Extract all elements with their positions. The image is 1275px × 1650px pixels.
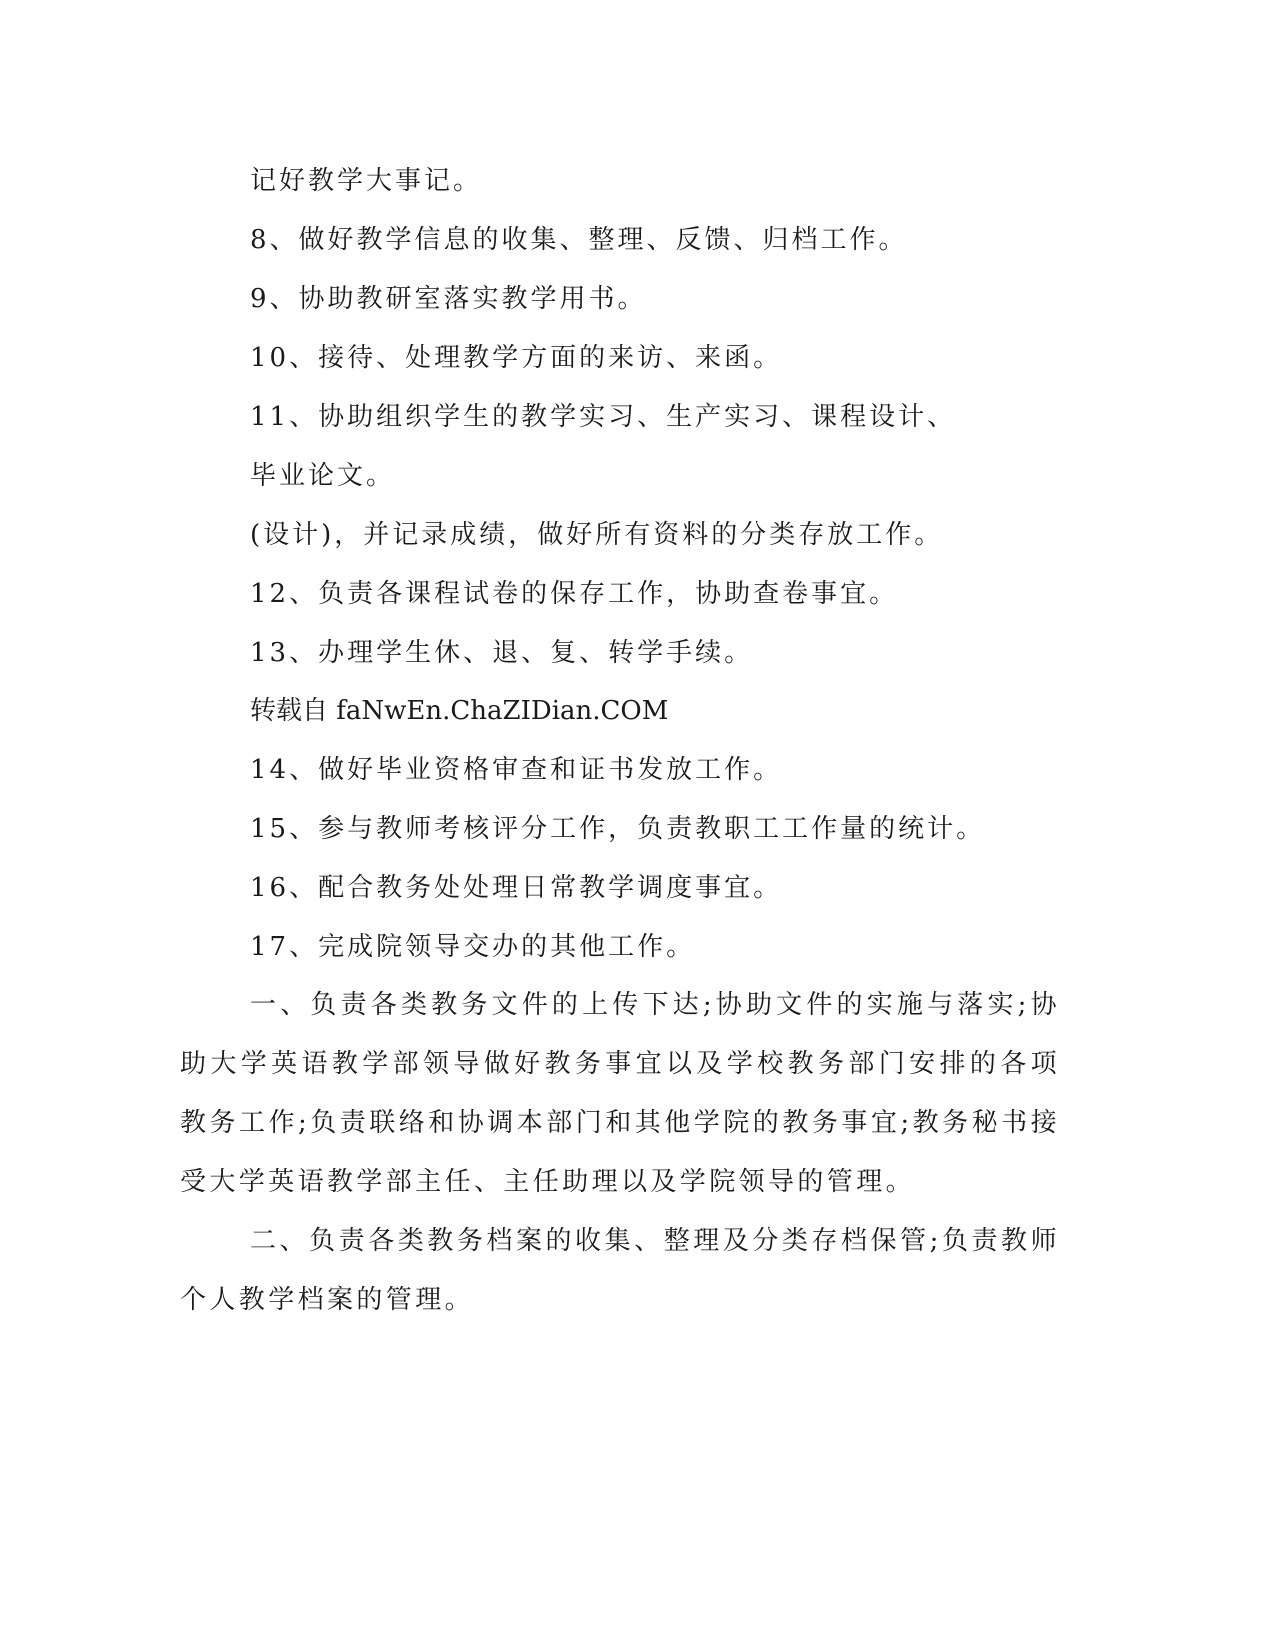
list-item-10: 10、接待、处理教学方面的来访、来函。	[250, 343, 783, 373]
paragraph-one: 一、负责各类教务文件的上传下达;协助文件的实施与落实;协助大学英语教学部领导做好教务事宜以及学校教务部门安排的各项教务工作;负责联络和协调本部门和其他学院的教务事宜;教务秘书接受大学英语教学部主任、主任助理以及学院领导的管理。	[180, 990, 1060, 1197]
text-line: 记好教学大事记。	[250, 166, 483, 196]
list-item-17: 17、完成院领导交办的其他工作。	[250, 932, 696, 962]
list-item-12: 12、负责各课程试卷的保存工作，协助查卷事宜。	[250, 579, 899, 609]
list-item-9: 9、协助教研室落实教学用书。	[250, 284, 647, 314]
list-item-15: 15、参与教师考核评分工作，负责教职工工作量的统计。	[250, 814, 986, 844]
list-item-16: 16、配合教务处处理日常教学调度事宜。	[250, 873, 783, 903]
source-note: 转载自 faNwEn.ChaZIDian.COM	[250, 696, 669, 726]
list-item-13: 13、办理学生休、退、复、转学手续。	[250, 638, 754, 668]
list-item-8: 8、做好教学信息的收集、整理、反馈、归档工作。	[250, 225, 908, 255]
list-item-14: 14、做好毕业资格审查和证书发放工作。	[250, 755, 783, 785]
text-line: (设计)，并记录成绩，做好所有资料的分类存放工作。	[250, 520, 944, 550]
text-line: 毕业论文。	[250, 461, 396, 491]
paragraph-two: 二、负责各类教务档案的收集、整理及分类存档保管;负责教师个人教学档案的管理。	[180, 1226, 1060, 1315]
list-item-11: 11、协助组织学生的教学实习、生产实习、课程设计、	[250, 402, 957, 432]
